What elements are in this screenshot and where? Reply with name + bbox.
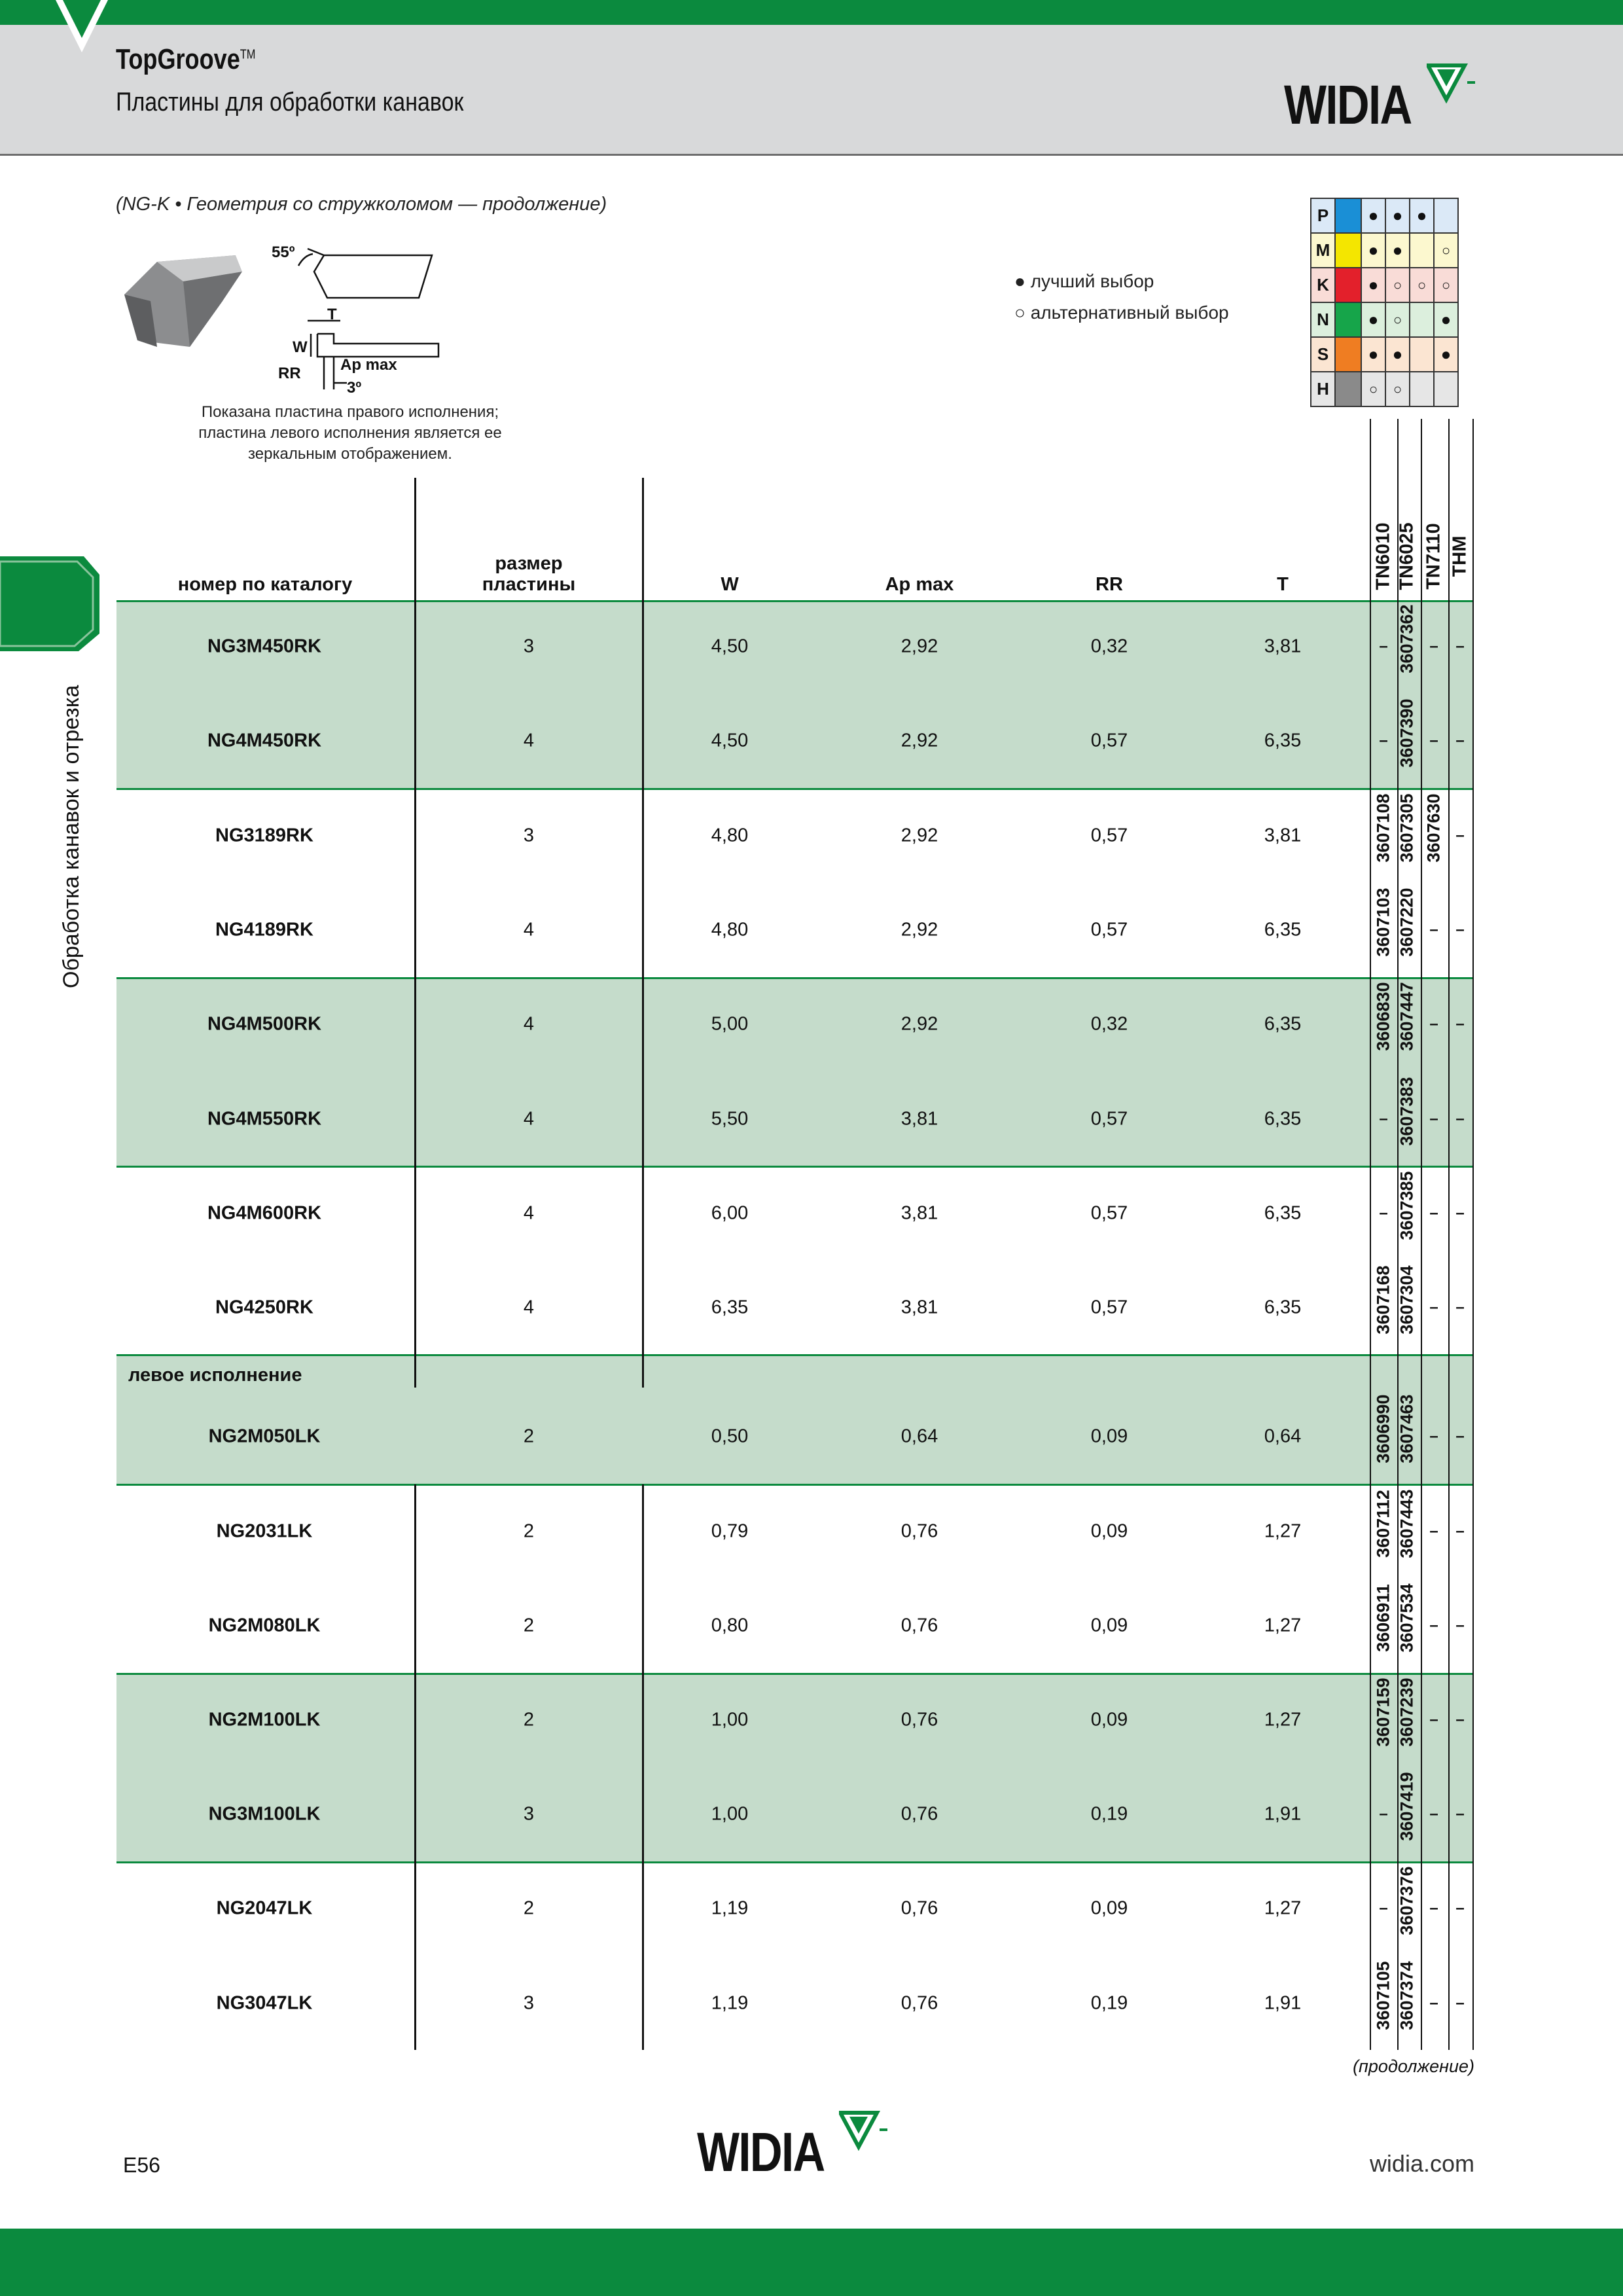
- grade-unavailable-cell: –: [1379, 1899, 1388, 1917]
- material-code: K: [1311, 268, 1335, 302]
- grade-order-number-cell: 3607362: [1397, 604, 1417, 673]
- rr-cell: 0,32: [1090, 1013, 1128, 1035]
- hollow-dot-icon: ○: [1014, 302, 1026, 323]
- header-grade-tn6010: TN6010: [1372, 522, 1394, 590]
- grade-unavailable-cell: –: [1429, 921, 1438, 939]
- ap-max-cell: 0,76: [901, 1709, 938, 1731]
- w-cell: 0,79: [711, 1520, 749, 1542]
- insert-size-cell: 3: [523, 1803, 535, 1825]
- t-cell: 1,27: [1264, 1520, 1302, 1542]
- filled-dot-icon: ●: [1014, 271, 1026, 291]
- grade-unavailable-cell: –: [1429, 1204, 1438, 1222]
- catalog-number-cell: NG4M500RK: [207, 1013, 322, 1035]
- grade-order-number-cell: 3607385: [1397, 1171, 1417, 1240]
- t-cell: 6,35: [1264, 1108, 1302, 1130]
- grade-order-number-cell: 3606990: [1373, 1394, 1393, 1463]
- catalog-number-cell: NG4M550RK: [207, 1108, 322, 1130]
- ap-max-cell: 3,81: [901, 1297, 938, 1318]
- grade-unavailable-cell: –: [1455, 732, 1465, 749]
- grade-column-divider: [1370, 419, 1371, 2050]
- rr-cell: 0,09: [1090, 1426, 1128, 1447]
- best-choice-dot-icon: ●: [1361, 198, 1385, 233]
- ap-max-cell: 2,92: [901, 730, 938, 751]
- logo-wordmark: WIDIA: [1284, 74, 1412, 135]
- rr-cell: 0,19: [1090, 1803, 1128, 1825]
- grade-unavailable-cell: –: [1429, 1015, 1438, 1033]
- rr-cell: 0,19: [1090, 1992, 1128, 2014]
- alternative-dot-icon: ○: [1361, 372, 1385, 406]
- grade-order-number-cell: 3607419: [1397, 1772, 1417, 1841]
- page-title: TopGroove™: [116, 43, 256, 75]
- row-divider: [116, 1861, 1474, 1863]
- header-ap-max: Ap max: [885, 574, 954, 595]
- row-divider: [116, 1354, 1474, 1356]
- row-divider: [116, 788, 1474, 790]
- grade-order-number-cell: 3607239: [1397, 1677, 1417, 1747]
- w-cell: 1,00: [711, 1803, 749, 1825]
- alternative-dot-icon: ○: [1385, 372, 1410, 406]
- row-divider: [116, 1166, 1474, 1168]
- grade-unavailable-cell: –: [1455, 1522, 1465, 1540]
- grade-order-number-cell: 3607105: [1373, 1961, 1393, 2030]
- w-cell: 1,19: [711, 1992, 749, 2014]
- best-choice-dot-icon: ●: [1385, 233, 1410, 268]
- angle-label: 55º: [272, 243, 295, 261]
- row-divider: [116, 977, 1474, 979]
- insert-size-cell: 4: [523, 1297, 535, 1318]
- diagram-caption: Показана пластина правого исполнения; пластина левого исполнения является ее зеркальным отображением.: [198, 403, 502, 463]
- grade-order-number-cell: 3607447: [1397, 982, 1417, 1051]
- grade-unavailable-cell: –: [1455, 1427, 1465, 1445]
- grade-order-number-cell: 3606911: [1373, 1584, 1393, 1652]
- material-code: H: [1311, 372, 1335, 406]
- w-cell: 0,50: [711, 1426, 749, 1447]
- grade-unavailable-cell: –: [1379, 1805, 1388, 1823]
- grade-order-number-cell: 3607305: [1397, 793, 1417, 863]
- grade-order-number-cell: 3607630: [1423, 793, 1444, 863]
- catalog-number-cell: NG3047LK: [216, 1992, 313, 2014]
- rr-cell: 0,57: [1090, 1297, 1128, 1318]
- best-choice-dot-icon: ●: [1361, 302, 1385, 337]
- legend-alternative: ○ альтернативный выбор: [1014, 302, 1229, 323]
- catalog-number-cell: NG2M100LK: [208, 1709, 321, 1731]
- grade-unavailable-cell: –: [1379, 1204, 1388, 1222]
- w-cell: 4,50: [711, 636, 749, 657]
- t-cell: 3,81: [1264, 636, 1302, 657]
- shaded-row-band: [116, 601, 1474, 789]
- t-cell: 6,35: [1264, 1013, 1302, 1035]
- insert-size-cell: 3: [523, 1992, 535, 2014]
- t-cell: 6,35: [1264, 1202, 1302, 1224]
- alternative-dot-icon: ○: [1385, 268, 1410, 302]
- ap-max-cell: 0,76: [901, 1897, 938, 1919]
- alternative-dot-icon: ○: [1434, 268, 1458, 302]
- grade-order-number-cell: 3607390: [1397, 698, 1417, 768]
- insert-size-cell: 4: [523, 1202, 535, 1224]
- t-cell: 3,81: [1264, 825, 1302, 846]
- w-cell: 5,50: [711, 1108, 749, 1130]
- grade-unavailable-cell: –: [1429, 732, 1438, 749]
- w-label: W: [293, 338, 308, 356]
- rr-cell: 0,57: [1090, 1108, 1128, 1130]
- shaded-row-band: [116, 1674, 1474, 1862]
- grade-column-divider: [1448, 419, 1450, 2050]
- grade-unavailable-cell: –: [1455, 1204, 1465, 1222]
- header-t: T: [1277, 574, 1289, 595]
- w-cell: 4,80: [711, 825, 749, 846]
- rr-cell: 0,32: [1090, 636, 1128, 657]
- grade-order-number-cell: 3607374: [1397, 1961, 1417, 2030]
- grade-order-number-cell: 3607383: [1397, 1077, 1417, 1146]
- rr-label: RR: [278, 365, 301, 382]
- ap-max-cell: 3,81: [901, 1108, 938, 1130]
- ap-max-cell: 3,81: [901, 1202, 938, 1224]
- header-grade-tn6025: TN6025: [1396, 522, 1418, 590]
- header-rr: RR: [1096, 574, 1123, 595]
- column-divider: [414, 478, 416, 1388]
- grade-unavailable-cell: –: [1455, 1015, 1465, 1033]
- grade-order-number-cell: 3607112: [1373, 1490, 1393, 1558]
- row-divider: [116, 1673, 1474, 1675]
- alternative-dot-icon: ○: [1410, 268, 1434, 302]
- rr-cell: 0,09: [1090, 1897, 1128, 1919]
- insert-size-cell: 2: [523, 1709, 535, 1731]
- insert-size-cell: 3: [523, 636, 535, 657]
- insert-size-cell: 4: [523, 730, 535, 751]
- material-code: N: [1311, 302, 1335, 337]
- grade-unavailable-cell: –: [1379, 1110, 1388, 1128]
- grade-unavailable-cell: –: [1429, 1522, 1438, 1540]
- grade-unavailable-cell: –: [1429, 1427, 1438, 1445]
- rr-cell: 0,09: [1090, 1615, 1128, 1636]
- ap-max-cell: 2,92: [901, 919, 938, 941]
- best-choice-dot-icon: ●: [1410, 198, 1434, 233]
- ap-max-cell: 2,92: [901, 825, 938, 846]
- shaded-row-band: [116, 978, 1474, 1166]
- grade-column-divider: [1421, 419, 1422, 2050]
- best-choice-dot-icon: ●: [1361, 268, 1385, 302]
- w-cell: 1,19: [711, 1897, 749, 1919]
- grade-order-number-cell: 3607168: [1373, 1265, 1393, 1335]
- geometry-note: (NG-K • Геометрия со стружколомом — продолжение): [116, 194, 607, 215]
- t-cell: 1,27: [1264, 1615, 1302, 1636]
- grade-order-number-cell: 3606830: [1373, 982, 1393, 1051]
- grade-unavailable-cell: –: [1455, 637, 1465, 655]
- ap-max-cell: 0,76: [901, 1992, 938, 2014]
- material-code: S: [1311, 337, 1335, 372]
- rr-cell: 0,57: [1090, 1202, 1128, 1224]
- insert-size-cell: 2: [523, 1426, 535, 1447]
- grade-order-number-cell: 3607443: [1397, 1489, 1417, 1558]
- best-choice-dot-icon: ●: [1385, 198, 1410, 233]
- catalog-number-cell: NG4189RK: [215, 919, 313, 941]
- alternative-dot-icon: ○: [1434, 233, 1458, 268]
- catalog-number-cell: NG3189RK: [215, 825, 313, 846]
- grade-order-number-cell: 3607534: [1397, 1583, 1417, 1653]
- grade-unavailable-cell: –: [1455, 1899, 1465, 1917]
- header-grade-thm: THM: [1449, 535, 1471, 577]
- catalog-number-cell: NG4M450RK: [207, 730, 322, 751]
- legend-best: ● лучший выбор: [1014, 271, 1154, 291]
- rr-cell: 0,57: [1090, 919, 1128, 941]
- insert-size-cell: 4: [523, 919, 535, 941]
- ap-max-cell: 0,76: [901, 1520, 938, 1542]
- grade-unavailable-cell: –: [1455, 1994, 1465, 2012]
- t-cell: 6,35: [1264, 730, 1302, 751]
- w-cell: 1,00: [711, 1709, 749, 1731]
- catalog-number-cell: NG3M100LK: [208, 1803, 321, 1825]
- angle3-label: 3º: [347, 379, 362, 397]
- grade-unavailable-cell: –: [1455, 1110, 1465, 1128]
- t-cell: 1,27: [1264, 1709, 1302, 1731]
- rr-cell: 0,09: [1090, 1709, 1128, 1731]
- rr-cell: 0,09: [1090, 1520, 1128, 1542]
- t-label: T: [327, 306, 337, 323]
- t-cell: 0,64: [1264, 1426, 1302, 1447]
- grade-order-number-cell: 3607376: [1397, 1866, 1417, 1935]
- ap-max-cell: 2,92: [901, 636, 938, 657]
- material-code: P: [1311, 198, 1335, 233]
- widia-logo-footer: [697, 2121, 852, 2184]
- best-choice-dot-icon: ●: [1361, 233, 1385, 268]
- best-choice-dot-icon: ●: [1434, 337, 1458, 372]
- catalog-number-cell: NG2M080LK: [208, 1615, 321, 1636]
- alternative-dot-icon: ○: [1385, 302, 1410, 337]
- w-cell: 0,80: [711, 1615, 749, 1636]
- grade-unavailable-cell: –: [1429, 1110, 1438, 1128]
- grade-order-number-cell: 3607304: [1397, 1265, 1417, 1335]
- grade-unavailable-cell: –: [1429, 1805, 1438, 1823]
- ap-max-cell: 0,64: [901, 1426, 938, 1447]
- catalog-number-cell: NG4250RK: [215, 1297, 313, 1318]
- w-cell: 6,35: [711, 1297, 749, 1318]
- grade-unavailable-cell: –: [1455, 1299, 1465, 1316]
- catalog-number-cell: NG2M050LK: [208, 1426, 321, 1447]
- grade-unavailable-cell: –: [1429, 1617, 1438, 1634]
- w-cell: 4,80: [711, 919, 749, 941]
- catalog-number-cell: NG3M450RK: [207, 636, 322, 657]
- catalog-number-cell: NG2031LK: [216, 1520, 313, 1542]
- grade-unavailable-cell: –: [1455, 1805, 1465, 1823]
- column-divider: [414, 1484, 416, 2050]
- ap-max-cell: 2,92: [901, 1013, 938, 1035]
- header-w: W: [721, 574, 739, 595]
- grade-order-number-cell: 3607108: [1373, 793, 1393, 863]
- ap-max-cell: 0,76: [901, 1803, 938, 1825]
- catalog-number-cell: NG2047LK: [216, 1897, 313, 1919]
- side-section-label: Обработка канавок и отрезка: [59, 685, 84, 988]
- insert-size-cell: 2: [523, 1897, 535, 1919]
- w-cell: 6,00: [711, 1202, 749, 1224]
- row-divider: [116, 1484, 1474, 1486]
- w-cell: 4,50: [711, 730, 749, 751]
- insert-size-cell: 4: [523, 1108, 535, 1130]
- best-choice-dot-icon: ●: [1385, 337, 1410, 372]
- insert-size-cell: 3: [523, 825, 535, 846]
- insert-size-cell: 2: [523, 1520, 535, 1542]
- grade-order-number-cell: 3607463: [1397, 1394, 1417, 1463]
- t-cell: 6,35: [1264, 1297, 1302, 1318]
- page-subtitle: Пластины для обработки канавок: [116, 88, 464, 117]
- header-insert-size: размер пластины: [482, 553, 576, 595]
- shaded-row-band: [116, 1355, 1474, 1484]
- t-cell: 6,35: [1264, 919, 1302, 941]
- insert-size-cell: 4: [523, 1013, 535, 1035]
- grade-order-number-cell: 3607159: [1373, 1677, 1393, 1747]
- header-catalog-number: номер по каталогу: [177, 574, 353, 595]
- grade-unavailable-cell: –: [1455, 921, 1465, 939]
- grade-column-divider: [1472, 419, 1474, 2050]
- header-grade-tn7110: TN7110: [1423, 523, 1444, 590]
- grade-unavailable-cell: –: [1429, 1711, 1438, 1729]
- grade-order-number-cell: 3607220: [1397, 888, 1417, 957]
- footer-logo-wordmark: WIDIA: [697, 2121, 825, 2183]
- bottom-green-bar: [0, 2229, 1623, 2296]
- t-cell: 1,27: [1264, 1897, 1302, 1919]
- grade-unavailable-cell: –: [1379, 637, 1388, 655]
- widia-footer-mark-icon: [839, 2110, 889, 2153]
- grade-order-number-cell: 3607103: [1373, 888, 1393, 957]
- t-cell: 1,91: [1264, 1992, 1302, 2014]
- ap-max-cell: 0,76: [901, 1615, 938, 1636]
- grade-unavailable-cell: –: [1379, 732, 1388, 749]
- row-divider: [116, 600, 1474, 602]
- rr-cell: 0,57: [1090, 825, 1128, 846]
- grade-unavailable-cell: –: [1429, 637, 1438, 655]
- grade-unavailable-cell: –: [1455, 1617, 1465, 1634]
- grade-unavailable-cell: –: [1429, 1299, 1438, 1316]
- column-divider: [642, 478, 644, 1388]
- column-divider: [642, 1484, 644, 2050]
- material-code: M: [1311, 233, 1335, 268]
- grade-unavailable-cell: –: [1429, 1899, 1438, 1917]
- page-number: E56: [123, 2153, 160, 2177]
- best-choice-dot-icon: ●: [1434, 302, 1458, 337]
- t-cell: 1,91: [1264, 1803, 1302, 1825]
- rr-cell: 0,57: [1090, 730, 1128, 751]
- catalog-number-cell: NG4M600RK: [207, 1202, 322, 1224]
- best-choice-dot-icon: ●: [1361, 337, 1385, 372]
- grade-unavailable-cell: –: [1455, 827, 1465, 844]
- grade-unavailable-cell: –: [1455, 1711, 1465, 1729]
- grade-unavailable-cell: –: [1429, 1994, 1438, 2012]
- section-label-left-hand: левое исполнение: [128, 1365, 302, 1386]
- insert-size-cell: 2: [523, 1615, 535, 1636]
- w-cell: 5,00: [711, 1013, 749, 1035]
- ap-max-label: Ap max: [340, 356, 397, 374]
